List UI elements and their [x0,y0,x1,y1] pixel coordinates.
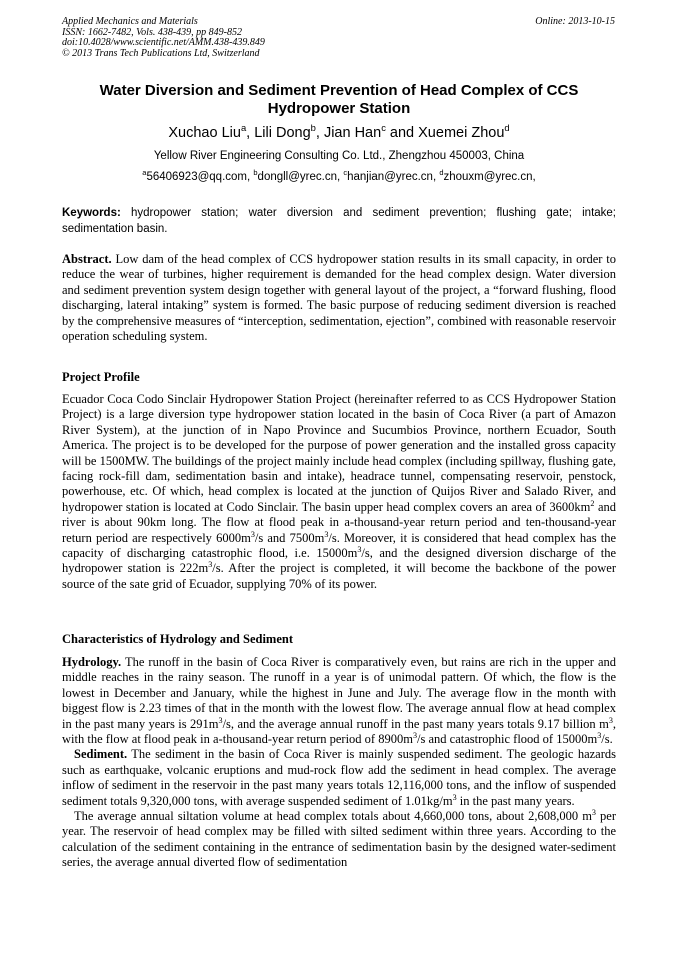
email-address: zhouxm@yrec.cn, [443,171,536,183]
keywords-block [62,205,616,237]
title-line-1: Water Diversion and Sediment Prevention of Head Complex of CCS [99,82,579,99]
author-marker: d [504,122,510,134]
journal-header [62,17,265,59]
hydrology-text: The runoff in the basin of Coca River is comparatively even, but rains are rich in the upper and middle reaches in the rainy season. The runoff in a year is of unimodal pattern. Of which, the flow is the lowest in December and January, while the highest in June and July. The average flow in the month with biggest flow is 2.23 times of that in the month with the lowest flow. The average annual flow at head complex in the past many years is 291m [62,655,616,731]
online-date: Online: 2013-10-15 [535,16,615,27]
superscript: 3 [412,730,418,740]
keywords-label: Keywords: [62,207,121,219]
affiliation: Yellow River Engineering Consulting Co. Ltd., Zhengzhou 450003, China [153,150,525,162]
profile-text: /s, and the designed diversion discharge of the hydropower station is 222m [62,546,616,576]
author-list [62,124,616,142]
superscript: 3 [597,730,602,740]
copyright-line: © 2013 Trans Tech Publications Ltd, Switzerland [62,47,260,59]
author-separator: and [385,125,419,141]
profile-text: /s and 7500m [254,530,325,545]
email-address: hanjian@yrec.cn, [347,171,440,183]
sediment-text: in the past many years. [456,793,575,808]
email-marker: b [253,168,258,178]
profile-text: /s. After the project is completed, it will become the backbone of the power source of the sate grid of Ecuador, supplying 70% of its power. [62,561,616,591]
email-marker: c [343,168,348,178]
section-heading-profile: Project Profile [62,370,140,384]
siltation-paragraph [62,809,616,871]
author-name: Xuchao Liu [168,125,241,141]
superscript: 3 [357,544,362,554]
email-list [62,168,616,183]
profile-text: /s. Moreover, it is considered that head complex has the capacity of discharging catastrophic flood, i.e. 15000m [62,530,616,561]
issn-line: ISSN: 1662-7482, Vols. 438-439, pp 849-852 [62,26,242,38]
journal-name: Applied Mechanics and Materials [62,16,198,27]
profile-text: and river is about 90km long. The flow at flood peak in a-thousand-year return period and ten-thousand-year return period are respectively 6000m [62,499,616,545]
abstract-block [62,252,616,344]
doi-line: doi:10.4028/www.scientific.net/AMM.438-439.849 [62,37,265,48]
hydrology-text: /s, and the average annual runoff in the past many years totals 9.17 billion m [222,716,609,731]
email-address: dongll@yrec.cn, [257,171,344,183]
keywords-text: hydropower station; water diversion and sediment prevention; flushing gate; intake; sedimentation basin. [62,207,616,235]
superscript: 3 [208,560,213,570]
abstract-text: Low dam of the head complex of CCS hydropower station results in its small capacity, in order to reduce the wear of turbines, higher requirement is demanded for the head complex design. Water diversion and sediment prevention system design together with general layout of the project, a “forward flushing, flood discharging, lateral intaking” system is formed. The basic purpose of reducing sediment diversion is reached by the comprehensive measures of “interception, sedimentation, ejection”, combined with reasonable reservoir operation scheduling system. [62,252,616,344]
abstract-label: Abstract. [62,252,112,266]
author-separator: , [246,125,255,141]
superscript: 2 [590,498,595,508]
superscript: 3 [452,792,457,802]
author-name: Jian Han [323,125,382,141]
sediment-label: Sediment. [74,747,128,762]
title-line-2: Hydropower Station [267,100,411,117]
hydrology-paragraph [62,655,616,747]
paper-title [62,82,616,118]
email-address: 56406923@qq.com, [146,171,254,183]
siltation-text: The average annual siltation volume at head complex totals about 4,660,000 tons, about 2,608,000 m [74,809,592,824]
siltation-text: per year. The reservoir of head complex may be filled with silted sediment within three years. According to the calculation of the sediment containing in the entrance of sedimentation basin by the designed water-sediment series, the average annual diverted flow of sedimentation [62,809,616,870]
author-name: Xuemei Zhou [418,125,505,141]
section-heading-hydrology: Characteristics of Hydrology and Sediment [62,632,294,646]
author-marker: c [381,122,386,134]
superscript: 3 [218,715,223,725]
email-marker: a [142,168,147,178]
hydrology-text: , with the flow at flood peak in a-thousand-year return period of 8900m [62,716,616,747]
profile-paragraph [62,392,616,592]
email-marker: d [439,168,444,178]
superscript: 3 [324,529,329,539]
superscript: 3 [591,807,596,817]
sediment-text: The sediment in the basin of Coca River is mainly suspended sediment. The geologic hazards such as earthquake, volcanic eruptions and mud-rock flow add the sediment in head complex. The average inflow of sediment in the reservoir in the past many years totals 12,116,000 tons, and the inflow of suspended sediment totals 9,320,000 tons, with average suspended sediment of 1.01kg/m [62,747,616,808]
sediment-paragraph [62,747,616,809]
superscript: 3 [608,715,613,725]
author-separator: , [315,125,324,141]
hydrology-sediment-paragraphs [62,655,616,871]
hydrology-text: /s and catastrophic flood of 15000m [417,732,598,747]
author-marker: b [310,122,316,134]
superscript: 3 [250,529,255,539]
hydrology-label: Hydrology. [62,655,122,669]
author-name: Lili Dong [254,125,311,141]
author-marker: a [240,122,247,134]
profile-text: Ecuador Coca Codo Sinclair Hydropower Station Project (hereinafter referred to as CCS Hydropower Station Project) is a large diversion type hydropower station located in the basin of Coca River (a part of Amazon River System), at the junction of in Napo Province and Sucumbios Province, northern Ecuador, South America. The project is to be developed for the purpose of power generation and the installed gross capacity will be 1500MW. The buildings of the project mainly include head complex (including spillway, flushing gate, facing rock-fill dam, sedimentation basin and intake), headrace tunnel, compensating reservoir, penstock, powerhouse, etc. Of which, head complex is located at the junction of Quijos River and Salado River, and hydropower station is located at Codo Sinclair. The basin upper head complex covers an area of 3600km [62,392,616,514]
hydrology-text: /s. [601,732,613,747]
